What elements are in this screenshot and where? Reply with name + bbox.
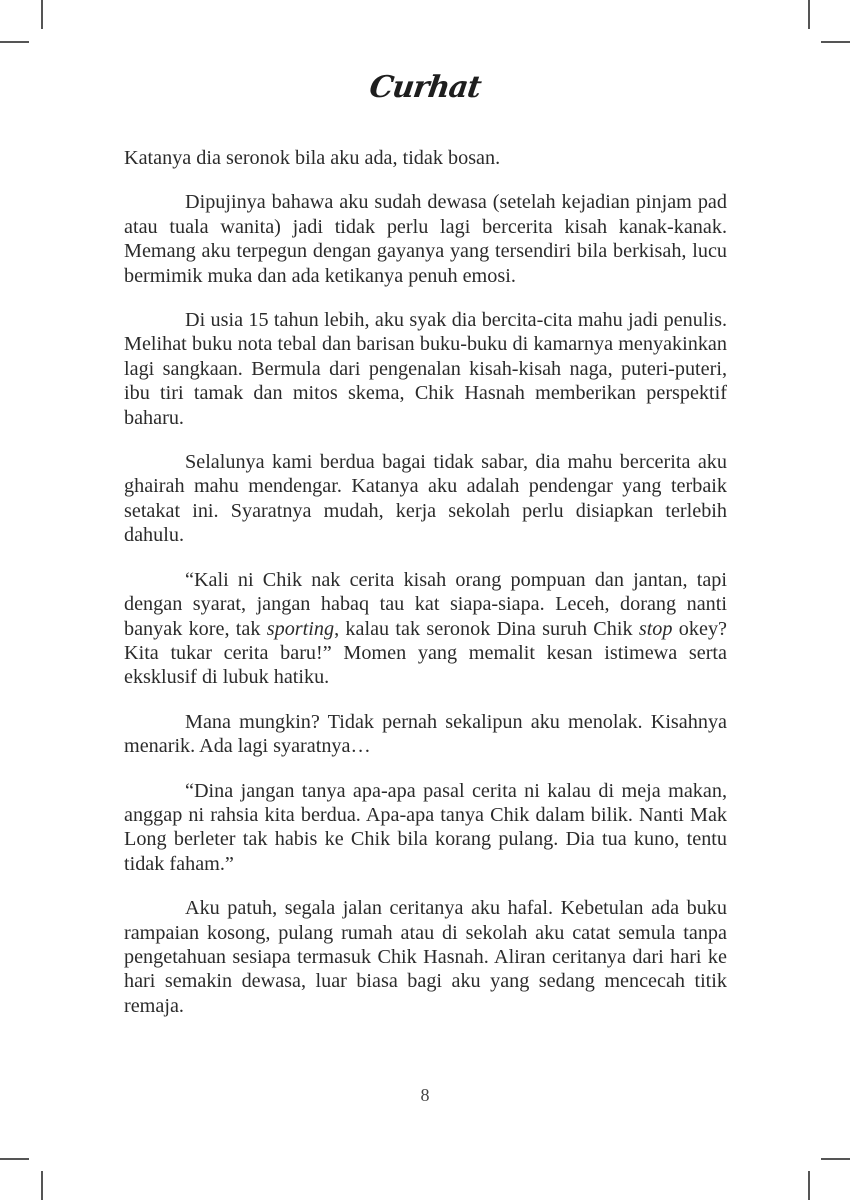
paragraph	[124, 896, 727, 1018]
italic-text: sporting	[266, 617, 335, 640]
text-segment: Dipujinya bahawa aku sudah dewasa (setelah kejadian pinjam pad atau tuala wanita) jadi tidak perlu lagi bercerita kisah kanak-kanak. Memang aku terpegun dengan gayanya yang tersendiri bila berkisah, lucu bermimik muka dan ada ketikanya penuh emosi.	[124, 191, 727, 287]
page-number: 8	[420, 1085, 430, 1105]
text-segment: Aku patuh, segala jalan ceritanya aku hafal. Kebetulan ada buku rampaian kosong, pulang rumah atau di sekolah aku catat semula tanpa pengetahuan sesiapa termasuk Chik Hasnah. Aliran ceritanya dari hari ke hari semakin dewasa, luar biasa bagi aku yang sedang mencecah titik remaja.	[124, 897, 727, 1017]
text-segment: okey? Kita tukar cerita baru!” Momen yang memalit kesan istimewa serta eksklusif di lubuk hatiku.	[124, 617, 727, 689]
paragraph	[124, 450, 727, 548]
italic-text: stop	[638, 617, 673, 640]
crop-mark-top-left-horizontal	[0, 41, 29, 43]
crop-mark-bottom-left-horizontal	[0, 1158, 29, 1160]
crop-mark-bottom-right-vertical	[808, 1171, 810, 1200]
crop-mark-top-right-horizontal	[821, 41, 850, 43]
text-segment: Di usia 15 tahun lebih, aku syak dia bercita-cita mahu jadi penulis. Melihat buku nota tebal dan barisan buku-buku di kamarnya menyakinkan lagi sangkaan. Bermula dari pengenalan kisah-kisah naga, puteri-puteri, ibu tiri tamak dan mitos skema, Chik Hasnah memberikan perspektif baharu.	[124, 309, 727, 429]
body-text	[124, 146, 727, 1038]
paragraph	[124, 568, 727, 690]
paragraph	[124, 308, 727, 430]
text-segment: Selalunya kami berdua bagai tidak sabar, dia mahu bercerita aku ghairah mahu mendengar. Katanya aku adalah pendengar yang terbaik setakat ini. Syaratnya mudah, kerja sekolah perlu disiapkan terlebih dahulu.	[124, 451, 727, 547]
text-segment: “Dina jangan tanya apa-apa pasal cerita ni kalau di meja makan, anggap ni rahsia kita berdua. Apa-apa tanya Chik dalam bilik. Nanti Mak Long berleter tak habis ke Chik bila korang pulang. Dia tua kuno, tentu tidak faham.”	[124, 779, 727, 875]
crop-mark-top-right-vertical	[808, 0, 810, 29]
text-segment: Katanya dia seronok bila aku ada, tidak bosan.	[124, 147, 501, 169]
text-segment: “Kali ni Chik nak cerita kisah orang pompuan dan jantan, tapi dengan syarat, jangan habaq tau kat siapa-siapa. Leceh, dorang nanti banyak kore, tak	[124, 568, 727, 640]
text-segment: Mana mungkin? Tidak pernah sekalipun aku menolak. Kisahnya menarik. Ada lagi syaratnya…	[124, 710, 727, 758]
paragraph	[124, 710, 727, 759]
crop-mark-bottom-right-horizontal	[821, 1158, 850, 1160]
running-header-title: Curhat	[367, 70, 483, 105]
paragraph	[124, 779, 727, 877]
crop-mark-bottom-left-vertical	[41, 1171, 43, 1200]
paragraph	[124, 190, 727, 288]
text-segment: , kalau tak seronok Dina suruh Chik	[334, 617, 639, 640]
crop-mark-top-left-vertical	[41, 0, 43, 29]
paragraph	[124, 146, 727, 170]
